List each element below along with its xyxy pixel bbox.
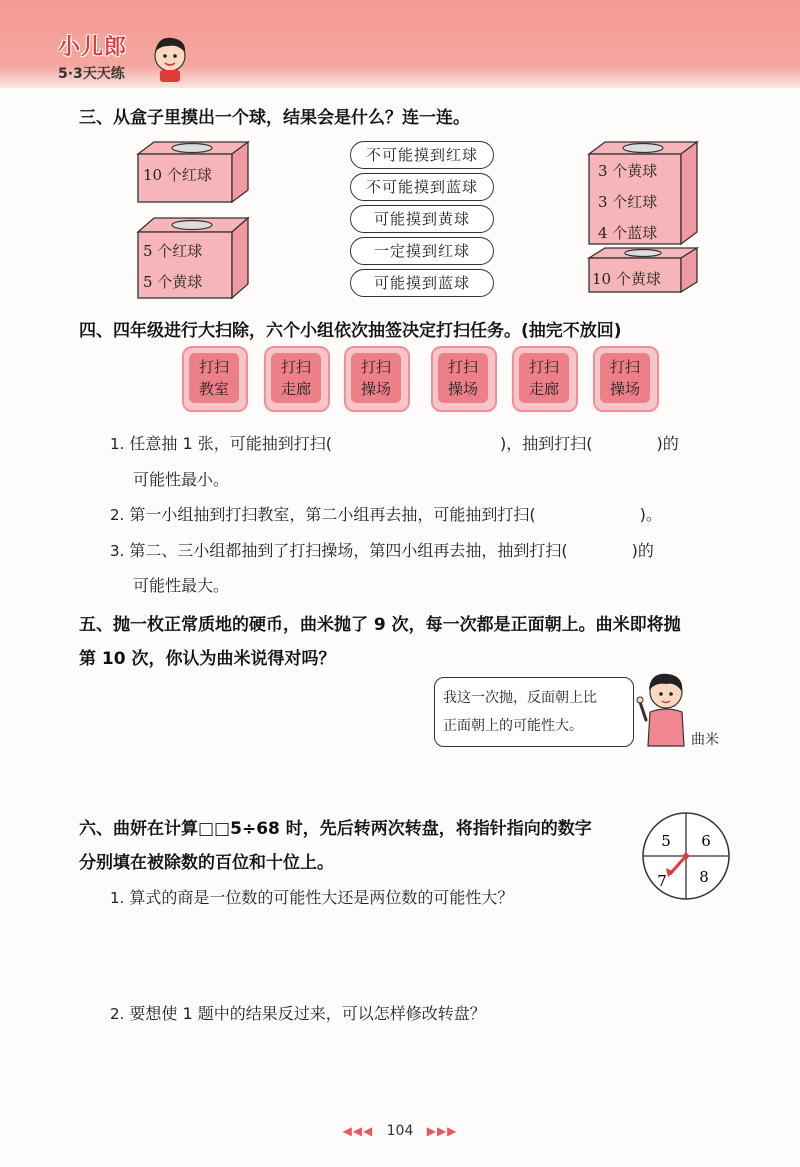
spinner-number-6: 6 bbox=[701, 832, 711, 850]
s4-question-3: 3. 第二、三小组都抽到了打扫操场，第四小组再去抽，抽到打扫( )的 bbox=[110, 541, 654, 560]
box-mixed-red: 3 个红球 bbox=[598, 193, 658, 211]
option-2[interactable]: 不可能摸到蓝球 bbox=[350, 173, 494, 201]
answer-area-2[interactable] bbox=[110, 1026, 670, 1106]
s6-question-2: 2. 要想使 1 题中的结果反过来，可以怎样修改转盘？ bbox=[110, 1004, 486, 1023]
page-footer bbox=[0, 1123, 800, 1139]
option-1[interactable]: 不可能摸到红球 bbox=[350, 141, 494, 169]
section5-line1: 五、抛一枚正常质地的硬币，曲米抛了 9 次，每一次都是正面朝上。曲米即将抛 bbox=[79, 615, 681, 635]
mascot-icon bbox=[150, 34, 190, 84]
task-card-2: 打扫 走廊 bbox=[264, 346, 330, 412]
s4-question-1: 1. 任意抽 1 张，可能抽到打扫( )，抽到打扫( )的 bbox=[110, 434, 679, 453]
task-card-1: 打扫 教室 bbox=[182, 346, 248, 412]
box-red-10-label: 10 个红球 bbox=[143, 166, 212, 184]
bubble-line-2: 正面朝上的可能性大。 bbox=[443, 718, 583, 734]
spinner-number-5: 5 bbox=[661, 832, 671, 850]
box-yellow-10-label: 10 个黄球 bbox=[592, 270, 661, 288]
s6-question-1: 1. 算式的商是一位数的可能性大还是两位数的可能性大？ bbox=[110, 888, 514, 907]
speaker-name: 曲米 bbox=[691, 732, 719, 748]
option-3[interactable]: 可能摸到黄球 bbox=[350, 205, 494, 233]
option-5[interactable]: 可能摸到蓝球 bbox=[350, 269, 494, 297]
option-4[interactable]: 一定摸到红球 bbox=[350, 237, 494, 265]
brand-series: 5·3天天练 bbox=[58, 66, 125, 82]
spinner-number-7: 7 bbox=[657, 872, 667, 890]
s4-question-2: 2. 第一小组抽到打扫教室，第二小组再去抽，可能抽到打扫( )。 bbox=[110, 505, 662, 524]
s4-question-3-cont: 可能性最大。 bbox=[133, 576, 230, 595]
spinner[interactable] bbox=[640, 810, 732, 902]
section6-line2: 分别填在被除数的百位和十位上。 bbox=[79, 853, 334, 873]
section5-line2: 第 10 次，你认为曲米说得对吗？ bbox=[79, 649, 336, 669]
s4-question-1-cont: 可能性最小。 bbox=[133, 470, 230, 489]
bubble-line-1: 我这一次抛，反面朝上比 bbox=[443, 690, 597, 706]
section6-line1: 六、曲妍在计算□□5÷68 时，先后转两次转盘，将指针指向的数字 bbox=[79, 819, 592, 839]
answer-area-1[interactable] bbox=[110, 910, 670, 990]
speech-bubble bbox=[434, 677, 634, 747]
task-card-5: 打扫 走廊 bbox=[512, 346, 578, 412]
box-yellow5-label: 5 个黄球 bbox=[143, 273, 203, 291]
box-red5-label: 5 个红球 bbox=[143, 242, 203, 260]
next-arrows-icon: ▶▶▶ bbox=[426, 1124, 458, 1138]
task-card-3: 打扫 操场 bbox=[344, 346, 410, 412]
page-number: 104 bbox=[386, 1123, 414, 1139]
box-mixed-blue: 4 个蓝球 bbox=[598, 224, 658, 242]
boy-character-icon bbox=[636, 668, 692, 748]
box-mixed-yellow: 3 个黄球 bbox=[598, 162, 658, 180]
section3-title: 三、从盒子里摸出一个球，结果会是什么？连一连。 bbox=[79, 108, 470, 128]
prev-arrows-icon: ◀◀◀ bbox=[342, 1124, 374, 1138]
task-card-4: 打扫 操场 bbox=[431, 346, 497, 412]
brand-logo: 小儿郎 bbox=[58, 35, 128, 60]
spinner-number-8: 8 bbox=[699, 868, 709, 886]
task-card-6: 打扫 操场 bbox=[593, 346, 659, 412]
brand bbox=[58, 30, 127, 83]
section4-title: 四、四年级进行大扫除，六个小组依次抽签决定打扫任务。(抽完不放回) bbox=[79, 321, 622, 341]
